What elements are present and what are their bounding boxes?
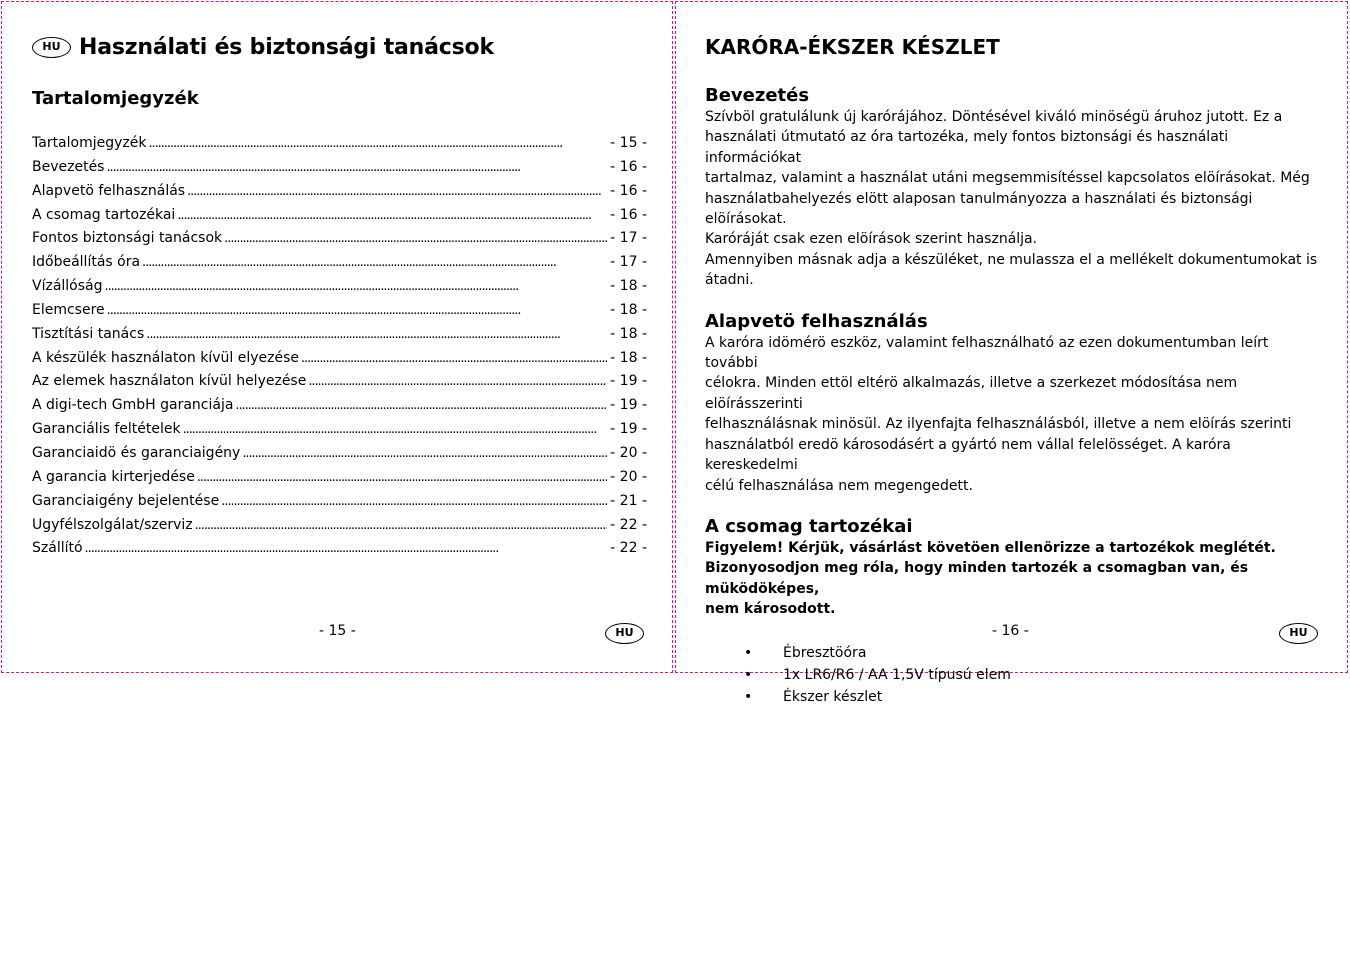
- toc-entry-label: Az elemek használaton kívül helyezése: [32, 373, 307, 390]
- left-title-row: [32, 35, 494, 60]
- bullet-icon: •: [744, 688, 753, 705]
- toc-entry-page: - 18 -: [610, 278, 647, 295]
- toc-entry-page: - 17 -: [610, 254, 647, 271]
- toc-entry-page: - 15 -: [610, 135, 647, 151]
- hu-language-badge: HU: [605, 623, 644, 644]
- toc-entry[interactable]: [32, 254, 647, 278]
- list-item: [705, 686, 1320, 708]
- warning-line: Bizonyosodjon meg róla, hogy minden tartozék a csomagban van, és müködöképes,: [705, 560, 1249, 597]
- toc-entry-label: Alapvetö felhasználás: [32, 182, 186, 199]
- list-item: [705, 664, 1320, 686]
- toc-leader-dots: [85, 540, 608, 556]
- list-item-label: Ébresztöóra: [783, 644, 867, 661]
- toc-entry[interactable]: [32, 517, 647, 541]
- toc-entry-label: Ügyfélszolgálat/szerviz: [32, 516, 193, 533]
- usage-line: használatból eredö károsodásért a gyártó nem vállal felelösséget. A karóra kereskedelmi: [705, 436, 1231, 474]
- page-title: KARÓRA-ÉKSZER KÉSZLET: [705, 35, 1000, 59]
- toc-entry[interactable]: [32, 326, 647, 350]
- list-item-label: 1x LR6/R6 / AA 1,5V típusú elem: [783, 666, 1011, 683]
- toc-entry-label: A digi-tech GmbH garanciája: [32, 397, 234, 414]
- toc-entry[interactable]: [32, 540, 647, 564]
- toc-entry[interactable]: [32, 469, 647, 493]
- bullet-icon: •: [744, 666, 753, 683]
- toc-leader-dots: [183, 421, 608, 437]
- toc-heading: Tartalomjegyzék: [32, 88, 199, 109]
- toc-entry-page: - 20 -: [610, 444, 647, 461]
- intro-line: Amennyiben másnak adja a készüléket, ne mulassza el a mellékelt dokumentumokat is: [705, 251, 1318, 268]
- section-heading-intro: Bevezetés: [705, 85, 810, 106]
- toc-entry[interactable]: [32, 159, 647, 183]
- toc-entry-page: - 16 -: [610, 158, 647, 175]
- intro-line: Szívböl gratulálunk új karórájához. Döntésével kiváló minöségü áruhoz jutott. Ez a: [705, 109, 1283, 125]
- toc-entry-label: Vízállóság: [32, 278, 103, 295]
- toc-entry[interactable]: [32, 230, 647, 254]
- toc-entry-label: Tisztítási tanács: [32, 325, 145, 342]
- page-title: Használati és biztonsági tanácsok: [79, 35, 494, 60]
- toc-entry-label: Tartalomjegyzék: [32, 135, 147, 151]
- list-item: [705, 642, 1320, 664]
- left-page: [1, 1, 673, 673]
- section-heading-usage: Alapvetö felhasználás: [705, 310, 928, 332]
- toc-leader-dots: [308, 373, 607, 389]
- toc-entry[interactable]: [32, 350, 647, 374]
- page-number: - 16 -: [992, 623, 1029, 639]
- toc-entry-page: - 22 -: [610, 540, 647, 557]
- toc-entry-label: Szállító: [32, 540, 83, 557]
- toc-leader-dots: [146, 326, 607, 342]
- toc-entry-label: Fontos biztonsági tanácsok: [32, 230, 223, 247]
- toc-entry-page: - 18 -: [610, 349, 647, 366]
- warning-line: nem károsodott.: [705, 601, 836, 618]
- toc-entry-page: - 18 -: [610, 325, 647, 342]
- toc-leader-dots: [301, 350, 607, 366]
- toc-entry[interactable]: [32, 278, 647, 302]
- toc-leader-dots: [195, 517, 608, 533]
- toc-entry-page: - 22 -: [610, 516, 647, 533]
- toc-entry-label: Időbeállítás óra: [32, 254, 141, 271]
- hu-language-badge: HU: [1279, 623, 1318, 644]
- usage-line: A karóra idömérö eszköz, valamint felhasználható az ezen dokumentumban leírt további: [705, 334, 1269, 372]
- toc-entry[interactable]: [32, 135, 647, 159]
- warning-line: Figyelem! Kérjük, vásárlást követöen ellenörizze a tartozékok meglétét.: [705, 539, 1276, 556]
- usage-line: célokra. Minden ettöl eltérö alkalmazás, illetve a szerkezet módosítása nem elöírásszerinti: [705, 375, 1238, 412]
- usage-line: felhasználásnak minösül. Az ilyenfajta felhasználásból, illetve a nem elöírás szerinti: [705, 416, 1292, 433]
- toc-entry[interactable]: [32, 421, 647, 445]
- toc-entry-label: Garanciaigény bejelentése: [32, 492, 220, 509]
- intro-line: Karóráját csak ezen elöírások szerint használja.: [705, 231, 1038, 248]
- toc-leader-dots: [187, 183, 607, 199]
- toc-leader-dots: [142, 254, 607, 270]
- table-of-contents: [32, 135, 647, 564]
- toc-entry[interactable]: [32, 302, 647, 326]
- toc-entry-label: Elemcsere: [32, 301, 105, 318]
- toc-entry-page: - 18 -: [610, 301, 647, 318]
- section-heading-package: A csomag tartozékai: [705, 515, 913, 537]
- toc-entry-page: - 19 -: [610, 373, 647, 390]
- right-page-body: [705, 85, 1320, 708]
- toc-leader-dots: [177, 207, 607, 223]
- toc-entry-label: A csomag tartozékai: [32, 206, 176, 223]
- toc-entry[interactable]: [32, 373, 647, 397]
- intro-line: használati útmutató az óra tartozéka, mely fontos biztonsági és használati információkat: [705, 129, 1229, 166]
- package-items-list: [705, 642, 1320, 708]
- toc-leader-dots: [224, 230, 607, 246]
- section-spacer: [705, 496, 1320, 516]
- toc-entry[interactable]: [32, 493, 647, 517]
- usage-line: célú felhasználása nem megengedett.: [705, 477, 973, 494]
- toc-entry-page: - 16 -: [610, 206, 647, 223]
- toc-entry[interactable]: [32, 445, 647, 469]
- toc-entry[interactable]: [32, 397, 647, 421]
- toc-leader-dots: [197, 469, 607, 485]
- toc-entry-page: - 21 -: [610, 492, 647, 509]
- intro-line: átadni.: [705, 272, 754, 289]
- toc-leader-dots: [221, 493, 607, 509]
- toc-entry-label: A garancia kirterjedése: [32, 468, 195, 485]
- toc-leader-dots: [235, 397, 607, 413]
- toc-entry-page: - 20 -: [610, 468, 647, 485]
- toc-entry-page: - 19 -: [610, 421, 647, 438]
- bullet-icon: •: [744, 644, 753, 661]
- list-item-label: Ékszer készlet: [783, 688, 883, 705]
- page-number: - 15 -: [319, 623, 356, 639]
- toc-entry-label: Bevezetés: [32, 158, 105, 175]
- hu-language-badge: HU: [32, 37, 71, 58]
- toc-entry-page: - 17 -: [610, 230, 647, 247]
- toc-entry-label: Garanciális feltételek: [32, 421, 181, 438]
- toc-entry-page: - 19 -: [610, 397, 647, 414]
- toc-leader-dots: [242, 445, 607, 461]
- right-page: [675, 1, 1348, 705]
- toc-entry-label: Garanciaidö és garanciaigény: [32, 444, 241, 461]
- intro-line: használatbahelyezés elött alaposan tanulmányozza a használati és biztonsági elöírásokat.: [705, 190, 1253, 228]
- toc-leader-dots: [107, 302, 608, 318]
- section-spacer: [705, 291, 1320, 311]
- toc-leader-dots: [105, 278, 608, 294]
- toc-entry-page: - 16 -: [610, 182, 647, 199]
- toc-leader-dots: [106, 159, 607, 175]
- toc-leader-dots: [148, 135, 607, 151]
- intro-line: tartalmaz, valamint a használat utáni megsemmisítéssel kapcsolatos elöírásokat. Még: [705, 170, 1310, 187]
- toc-entry-label: A készülék használaton kívül elyezése: [32, 349, 299, 366]
- toc-entry[interactable]: [32, 183, 647, 207]
- toc-entry[interactable]: [32, 207, 647, 231]
